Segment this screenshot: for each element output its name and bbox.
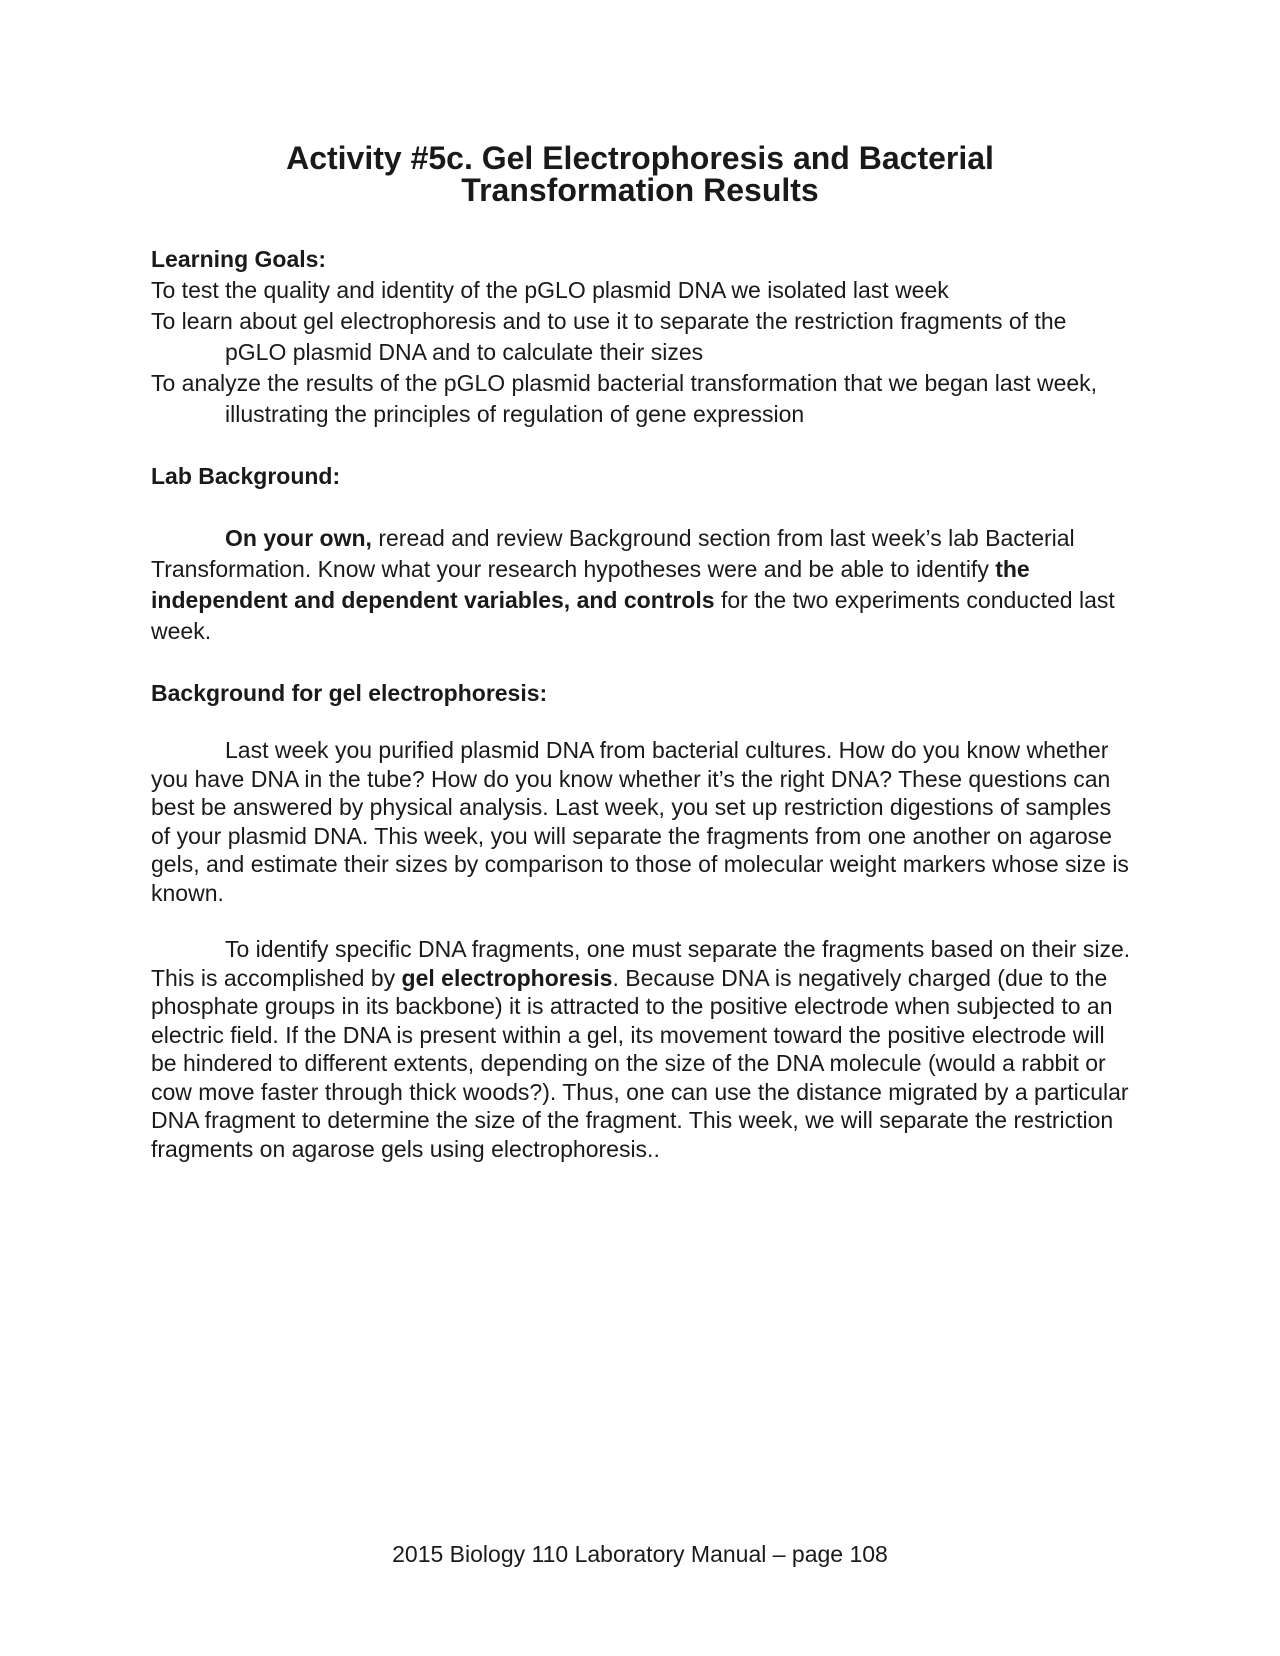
learning-goals-heading: Learning Goals: [151, 246, 327, 272]
learning-goal-item-1: To test the quality and identity of the pGLO plasmid DNA we isolated last week [151, 277, 949, 303]
gel-background-p2-bold-term: gel electrophoresis [401, 964, 613, 991]
gel-background-paragraph-2 [151, 935, 1131, 1163]
lab-background-heading: Lab Background: [151, 463, 341, 489]
learning-goal-item-3: To analyze the results of the pGLO plasmid bacterial transformation that we began last week, illustrating the principles of regulation of gene expression [151, 370, 1098, 427]
lab-background-text-a: reread and review Background section from last week’s lab Bacterial Transformation. Know what your research hypotheses were and be able to identify [151, 525, 1075, 582]
lab-background-paragraph [151, 523, 1131, 647]
gel-background-heading: Background for gel electrophoresis: [151, 680, 548, 706]
learning-goal-item-2: To learn about gel electrophoresis and to use it to separate the restriction fragments of the pGLO plasmid DNA and to calculate their sizes [151, 308, 1067, 365]
lab-background-bold-variables: the independent and dependent variables, and controls [151, 556, 1030, 613]
page-title-line-1: Activity #5c. Gel Electrophoresis and Bacterial [286, 140, 994, 176]
document-body [151, 244, 1131, 1163]
gel-background-paragraph-1: Last week you purified plasmid DNA from bacterial cultures. How do you know whether you have DNA in the tube? How do you know whether it’s the right DNA? These questions can best be answered by physical analysis. Last week, you set up restriction digestions of samples of your plasmid DNA. This week, you will separate the fragments from one another on agarose gels, and estimate their sizes by comparison to those of molecular weight markers whose size is known. [151, 737, 1129, 906]
lab-background-bold-lead: On your own, [225, 525, 372, 551]
page-title-line-2: Transformation Results [461, 172, 819, 208]
gel-background-p2-text-a: To identify specific DNA fragments, one must separate the fragments based on their size. This is accomplished by [151, 936, 1131, 991]
gel-background-p2-text-b: . Because DNA is negatively charged (due to the phosphate groups in its backbone) it is attracted to the positive electrode when subjected to an electric field. If the DNA is present within a gel, its movement toward the positive electrode will be hindered to different extents, depending on the size of the DNA molecule (would a rabbit or cow move faster through thick woods?). Thus, one can use the distance migrated by a particular DNA fragment to determine the size of the fragment. This week, we will separate the restriction fragments on agarose gels using electrophoresis.. [151, 964, 1129, 1162]
page-title [0, 142, 1280, 206]
lab-background-text-b: for the two experiments conducted last week. [151, 587, 1115, 644]
page-footer: 2015 Biology 110 Laboratory Manual – page 108 [392, 1541, 888, 1567]
